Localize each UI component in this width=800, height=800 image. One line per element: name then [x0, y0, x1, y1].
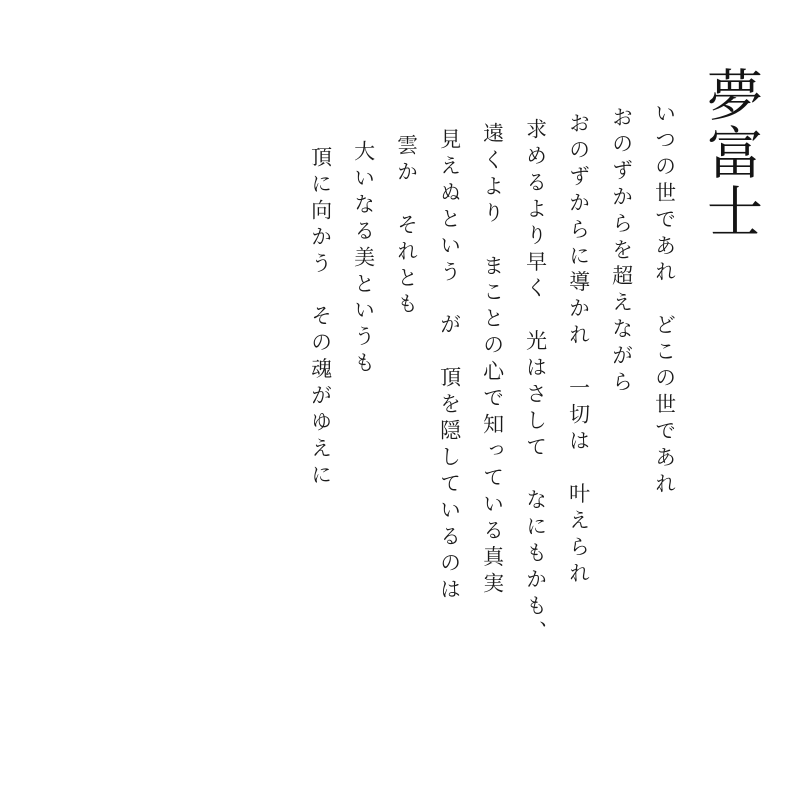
poem-line: 雲か それとも — [394, 134, 419, 320]
poem-line: おのずからを超えながら — [609, 106, 634, 398]
poem-body — [288, 90, 675, 647]
poem-line: 見えぬという が 頂を隠しているのは — [437, 128, 462, 605]
poem-line: いつの世であれ どこの世であれ — [652, 102, 677, 499]
poem-line: 求めるより早く 光はさして なにもかも、 — [523, 118, 548, 648]
page-title: 夢富士 — [698, 66, 763, 241]
poem-line: おのずからに導かれ 一切は 叶えられ — [566, 112, 591, 589]
poem-line: 頂に向かう その魂がゆえに — [308, 146, 333, 490]
poem-line: 遠くより まことの心で知っている真実 — [480, 122, 505, 599]
poem-line: 大いなる美というも — [351, 140, 376, 379]
